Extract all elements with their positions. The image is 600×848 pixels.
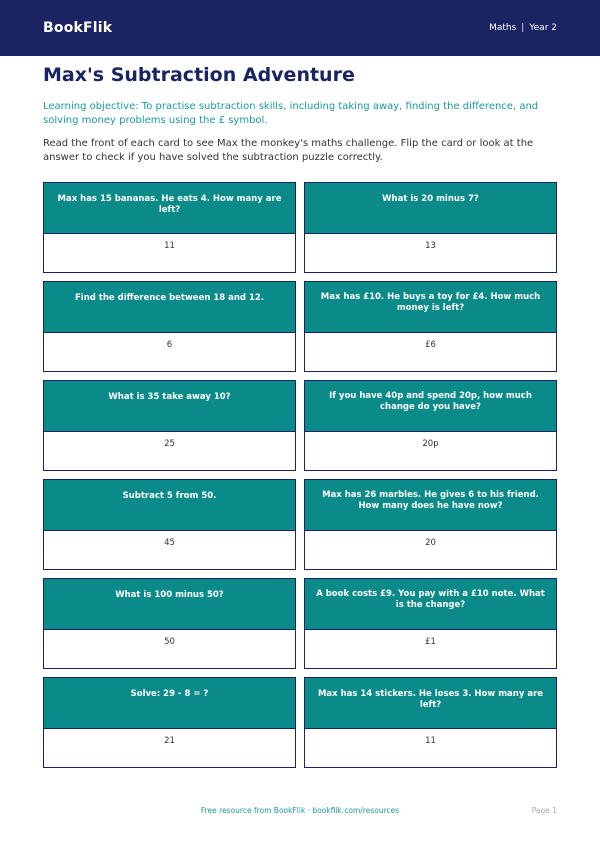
breadcrumb	[489, 23, 557, 33]
card-answer: £6	[305, 333, 556, 371]
flashcard[interactable]	[304, 281, 557, 372]
flashcard[interactable]	[43, 677, 296, 768]
card-answer: 50	[44, 630, 295, 668]
card-question: Subtract 5 from 50.	[44, 480, 295, 531]
card-question: Find the difference between 18 and 12.	[44, 282, 295, 333]
card-answer: 11	[44, 234, 295, 272]
instructions: Read the front of each card to see Max the monkey's maths challenge. Flip the card or look at the answer to check if you have solved the subtraction puzzle correctly.	[43, 138, 534, 163]
flashcard[interactable]	[43, 578, 296, 669]
card-question: What is 35 take away 10?	[44, 381, 295, 432]
breadcrumb-separator: |	[521, 23, 525, 33]
footer-credit-link[interactable]: Free resource from BookFlik · bookflik.com/resources	[200, 806, 400, 815]
card-answer: 20p	[305, 432, 556, 470]
card-question: Max has 14 stickers. He loses 3. How many are left?	[305, 678, 556, 729]
card-question: What is 100 minus 50?	[44, 579, 295, 630]
card-answer: £1	[305, 630, 556, 668]
card-answer: 20	[305, 531, 556, 569]
page-header	[0, 0, 600, 56]
flashcard-grid	[43, 182, 557, 768]
card-answer: 21	[44, 729, 295, 767]
card-question: Max has 15 bananas. He eats 4. How many are left?	[44, 183, 295, 234]
card-answer: 45	[44, 531, 295, 569]
flashcard[interactable]	[304, 182, 557, 273]
flashcard[interactable]	[304, 380, 557, 471]
card-answer: 6	[44, 333, 295, 371]
card-question: What is 20 minus 7?	[305, 183, 556, 234]
card-answer: 11	[305, 729, 556, 767]
flashcard[interactable]	[304, 677, 557, 768]
flashcard[interactable]	[43, 479, 296, 570]
card-answer: 25	[44, 432, 295, 470]
breadcrumb-level: Year 2	[529, 23, 557, 33]
page-footer	[0, 806, 600, 820]
card-question: A book costs £9. You pay with a £10 note. What is the change?	[305, 579, 556, 630]
flashcard[interactable]	[43, 281, 296, 372]
card-question: Max has 26 marbles. He gives 6 to his friend. How many does he have now?	[305, 480, 556, 531]
flashcard[interactable]	[304, 479, 557, 570]
flashcard[interactable]	[43, 380, 296, 471]
card-answer: 13	[305, 234, 556, 272]
learning-objective: Learning objective: To practise subtraction skills, including taking away, finding the difference, and solving money problems using the £ symbol.	[43, 101, 539, 126]
card-question: If you have 40p and spend 20p, how much change do you have?	[305, 381, 556, 432]
flashcard[interactable]	[304, 578, 557, 669]
brand-logo[interactable]: BookFlik	[43, 20, 113, 36]
breadcrumb-subject: Maths	[489, 23, 517, 33]
flashcard[interactable]	[43, 182, 296, 273]
card-question: Solve: 29 - 8 = ?	[44, 678, 295, 729]
card-question: Max has £10. He buys a toy for £4. How much money is left?	[305, 282, 556, 333]
page-number: Page 1	[531, 806, 557, 815]
page-title: Max's Subtraction Adventure	[43, 64, 355, 86]
